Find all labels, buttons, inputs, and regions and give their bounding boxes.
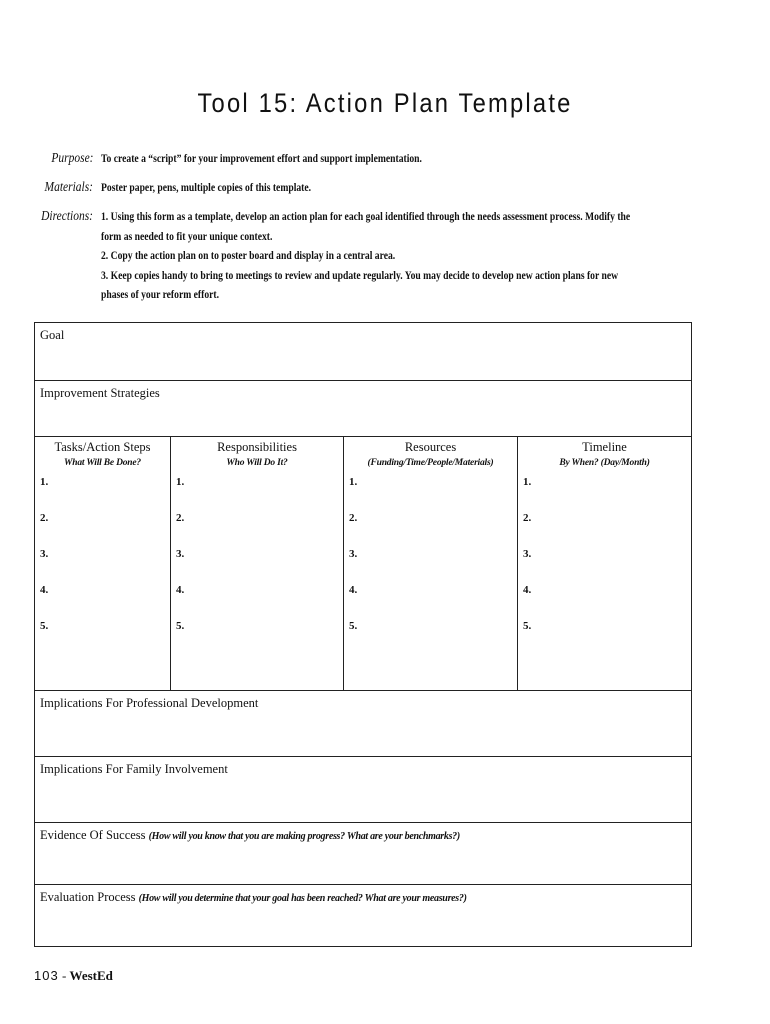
resources-header: Resources (Funding/Time/People/Materials) xyxy=(367,440,494,468)
list-item: 4. xyxy=(40,584,49,596)
purpose-text: To create a “script” for your improvement effort and support implementation. xyxy=(101,153,422,165)
timeline-column[interactable] xyxy=(518,437,692,691)
tasks-header: Tasks/Action Steps What Will Be Done? xyxy=(54,440,151,468)
directions-line: phases of your reform effort. xyxy=(101,289,220,301)
timeline-header: Timeline By When? (Day/Month) xyxy=(559,440,650,468)
purpose-label: Purpose: xyxy=(50,150,93,165)
list-item: 1. xyxy=(40,476,49,488)
directions-line: 2. Copy the action plan on to poster board and display in a central area. xyxy=(101,250,396,262)
evaluation-process-label: Evaluation Process (How will you determine that your goal has been reached? What are your measures?) xyxy=(40,890,467,904)
list-item: 2. xyxy=(523,512,532,524)
goal-cell[interactable] xyxy=(35,323,692,381)
organization-name: WestEd xyxy=(69,968,113,983)
tasks-column[interactable] xyxy=(35,437,171,691)
materials-label: Materials: xyxy=(44,179,93,194)
improvement-strategies-label: Improvement Strategies xyxy=(40,386,160,400)
list-item: 2. xyxy=(40,512,49,524)
materials-text: Poster paper, pens, multiple copies of this template. xyxy=(101,182,312,194)
goal-label: Goal xyxy=(40,328,65,342)
action-plan-table xyxy=(34,322,692,947)
responsibilities-list xyxy=(171,468,343,656)
improvement-strategies-cell[interactable] xyxy=(35,381,692,437)
list-item: 5. xyxy=(349,620,358,632)
list-item: 3. xyxy=(523,548,532,560)
page-title: Tool 15: Action Plan Template xyxy=(197,88,573,118)
resources-list xyxy=(344,468,517,656)
footer-separator: - xyxy=(61,968,67,983)
list-item: 3. xyxy=(349,548,358,560)
list-item: 1. xyxy=(349,476,358,488)
list-item: 3. xyxy=(176,548,185,560)
list-item: 4. xyxy=(349,584,358,596)
family-involvement-cell[interactable] xyxy=(35,757,692,823)
responsibilities-header: Responsibilities Who Will Do It? xyxy=(217,440,297,468)
tasks-list xyxy=(35,468,170,656)
list-item: 5. xyxy=(523,620,532,632)
evidence-of-success-cell[interactable] xyxy=(35,823,692,885)
family-involvement-label: Implications For Family Involvement xyxy=(40,762,228,776)
directions-line: 1. Using this form as a template, develop an action plan for each goal identified through the needs assessment process. Modify the xyxy=(101,211,631,223)
list-item: 2. xyxy=(176,512,185,524)
directions-line: 3. Keep copies handy to bring to meetings to review and update regularly. You may decide to develop new action plans for new xyxy=(101,269,619,282)
directions-label: Directions: xyxy=(41,208,93,223)
list-item: 5. xyxy=(40,620,49,632)
page-number: 103 xyxy=(34,968,59,983)
evaluation-process-cell[interactable] xyxy=(35,885,692,947)
list-item: 3. xyxy=(40,548,49,560)
evidence-note: (How will you know that you are making progress? What are your benchmarks?) xyxy=(148,831,460,842)
list-item: 5. xyxy=(176,620,185,632)
directions-text xyxy=(101,208,691,306)
directions-line: form as needed to fit your unique context. xyxy=(101,230,273,243)
list-item: 4. xyxy=(176,584,185,596)
resources-column[interactable] xyxy=(344,437,518,691)
professional-development-cell[interactable] xyxy=(35,691,692,757)
page-footer xyxy=(34,968,113,984)
responsibilities-column[interactable] xyxy=(171,437,344,691)
list-item: 4. xyxy=(523,584,532,596)
list-item: 2. xyxy=(349,512,358,524)
evaluation-note: (How will you determine that your goal has been reached? What are your measures?) xyxy=(138,893,467,904)
list-item: 1. xyxy=(523,476,532,488)
evidence-of-success-label: Evidence Of Success (How will you know that you are making progress? What are your benchmarks?) xyxy=(40,828,460,842)
timeline-list xyxy=(518,468,691,656)
professional-development-label: Implications For Professional Development xyxy=(40,696,259,710)
list-item: 1. xyxy=(176,476,185,488)
